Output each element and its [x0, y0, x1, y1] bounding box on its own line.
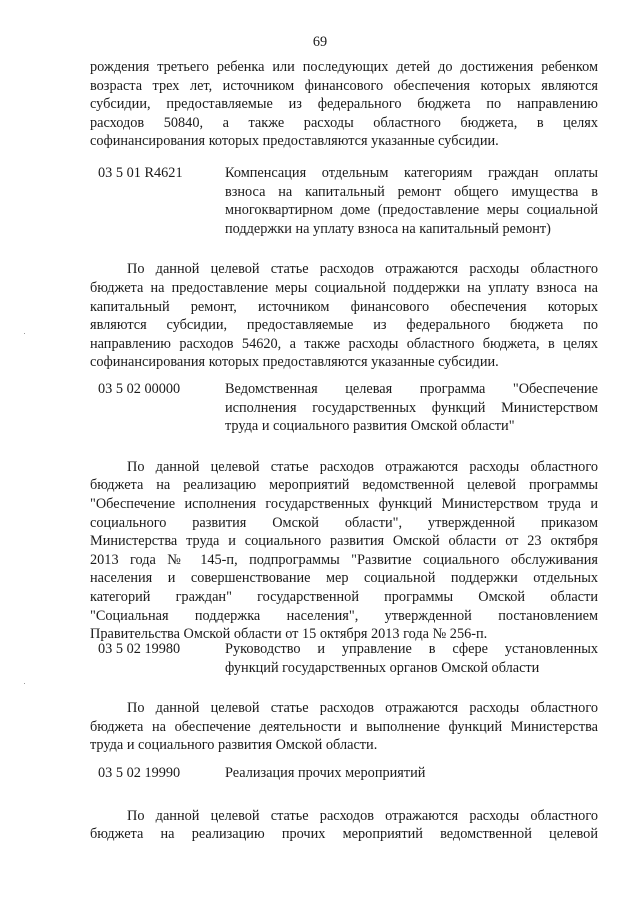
- text-line: Правительства Омской области от 15 октября 2013 года № 256-п.: [90, 626, 488, 643]
- scan-speck: [24, 683, 25, 684]
- title-line: Руководство и управление в сфере установленных: [225, 641, 598, 657]
- text-line: являются субсидии, предоставляемые из федерального бюджета по: [90, 317, 598, 334]
- page-number: 69: [312, 34, 328, 50]
- entry-description: [90, 260, 598, 372]
- text-line: бюджета на реализацию прочих мероприятий ведомственной целевой: [90, 826, 598, 843]
- text-line: "Социальная поддержка населения", утвержденной постановлением: [90, 607, 598, 624]
- intro-paragraph: [90, 58, 598, 151]
- entry-03-5-02-00000: [90, 380, 598, 644]
- text-line: труда и социального развития Омской области.: [90, 737, 378, 754]
- title-line: Компенсация отдельным категориям граждан оплаты: [225, 165, 598, 181]
- text-line: софинансирования которых предоставляются указанные субсидии.: [90, 133, 499, 150]
- text-line: расходов 50840, а также расходы областного бюджета, в целях: [90, 114, 598, 131]
- title-line: многоквартирном доме (предоставление меры социальной: [225, 202, 598, 219]
- entry-heading: [90, 764, 598, 783]
- text-line: категорий граждан" государственной программы Омской области: [90, 588, 598, 605]
- text-line: капитальный ремонт, источником финансового обеспечения которых: [90, 298, 598, 315]
- text-line: По данной целевой статье расходов отражаются расходы областного: [127, 458, 598, 475]
- text-line: бюджета на реализацию мероприятий ведомственной целевой программы: [90, 477, 598, 494]
- text-line: бюджета на предоставление меры социальной поддержки на уплату взноса на: [90, 279, 598, 296]
- text-line: субсидии, предоставляемые из федерального бюджета по направлению: [90, 96, 598, 113]
- text-line: По данной целевой статье расходов отражаются расходы областного: [127, 807, 598, 824]
- title-line: Ведомственная целевая программа "Обеспечение: [225, 381, 598, 397]
- entry-title: [225, 380, 598, 436]
- text-line: возраста трех лет, источником финансового обеспечения которых являются: [90, 77, 598, 94]
- entry-title: [225, 164, 598, 238]
- title-line: труда и социального развития Омской области": [225, 418, 515, 435]
- text-line: направлению расходов 54620, а также расходы областного бюджета, в целях: [90, 335, 598, 352]
- entry-03-5-02-19980: [90, 640, 598, 755]
- text-line: софинансирования которых предоставляются указанные субсидии.: [90, 354, 499, 371]
- entry-title: [225, 640, 598, 677]
- text-line: бюджета на обеспечение деятельности и выполнение функций Министерства: [90, 718, 598, 735]
- title-line: поддержки на уплату взноса на капитальный ремонт): [225, 220, 551, 237]
- budget-code: 03 5 01 R4621: [98, 165, 183, 181]
- title-line: функций государственных органов Омской области: [225, 659, 540, 676]
- scan-speck: [24, 333, 25, 334]
- entry-heading: [90, 164, 598, 238]
- text-line: По данной целевой статье расходов отражаются расходы областного: [127, 261, 598, 278]
- title-line: взноса на капитальный ремонт общего имущества в: [225, 183, 598, 200]
- entry-03-5-02-19990: [90, 764, 598, 844]
- budget-code: 03 5 02 19990: [98, 765, 181, 781]
- text-line: 2013 года № 145-п, подпрограммы "Развитие социального обслуживания: [90, 551, 598, 568]
- text-line: населения и совершенствование мер социальной поддержки отдельных: [90, 570, 598, 587]
- text-line: Министерства труда и социального развития Омской области от 23 октября: [90, 533, 598, 550]
- budget-code: 03 5 02 19980: [98, 641, 181, 657]
- entry-description: [90, 458, 598, 644]
- text-line: По данной целевой статье расходов отражаются расходы областного: [127, 700, 598, 717]
- entry-heading: [90, 640, 598, 677]
- entry-description: [90, 699, 598, 755]
- entry-description: [90, 807, 598, 844]
- text-line: социального развития Омской области", утвержденной приказом: [90, 514, 598, 531]
- entry-03-5-01-r4621: [90, 164, 598, 372]
- title-line: исполнения государственных функций Министерством: [225, 399, 598, 416]
- title-line: Реализация прочих мероприятий: [225, 765, 426, 781]
- text-line: "Обеспечение исполнения государственных функций Министерством труда и: [90, 495, 598, 512]
- budget-code: 03 5 02 00000: [98, 381, 181, 397]
- entry-heading: [90, 380, 598, 436]
- entry-title: [225, 764, 598, 783]
- text-line: рождения третьего ребенка или последующих детей до достижения ребенком: [90, 59, 598, 75]
